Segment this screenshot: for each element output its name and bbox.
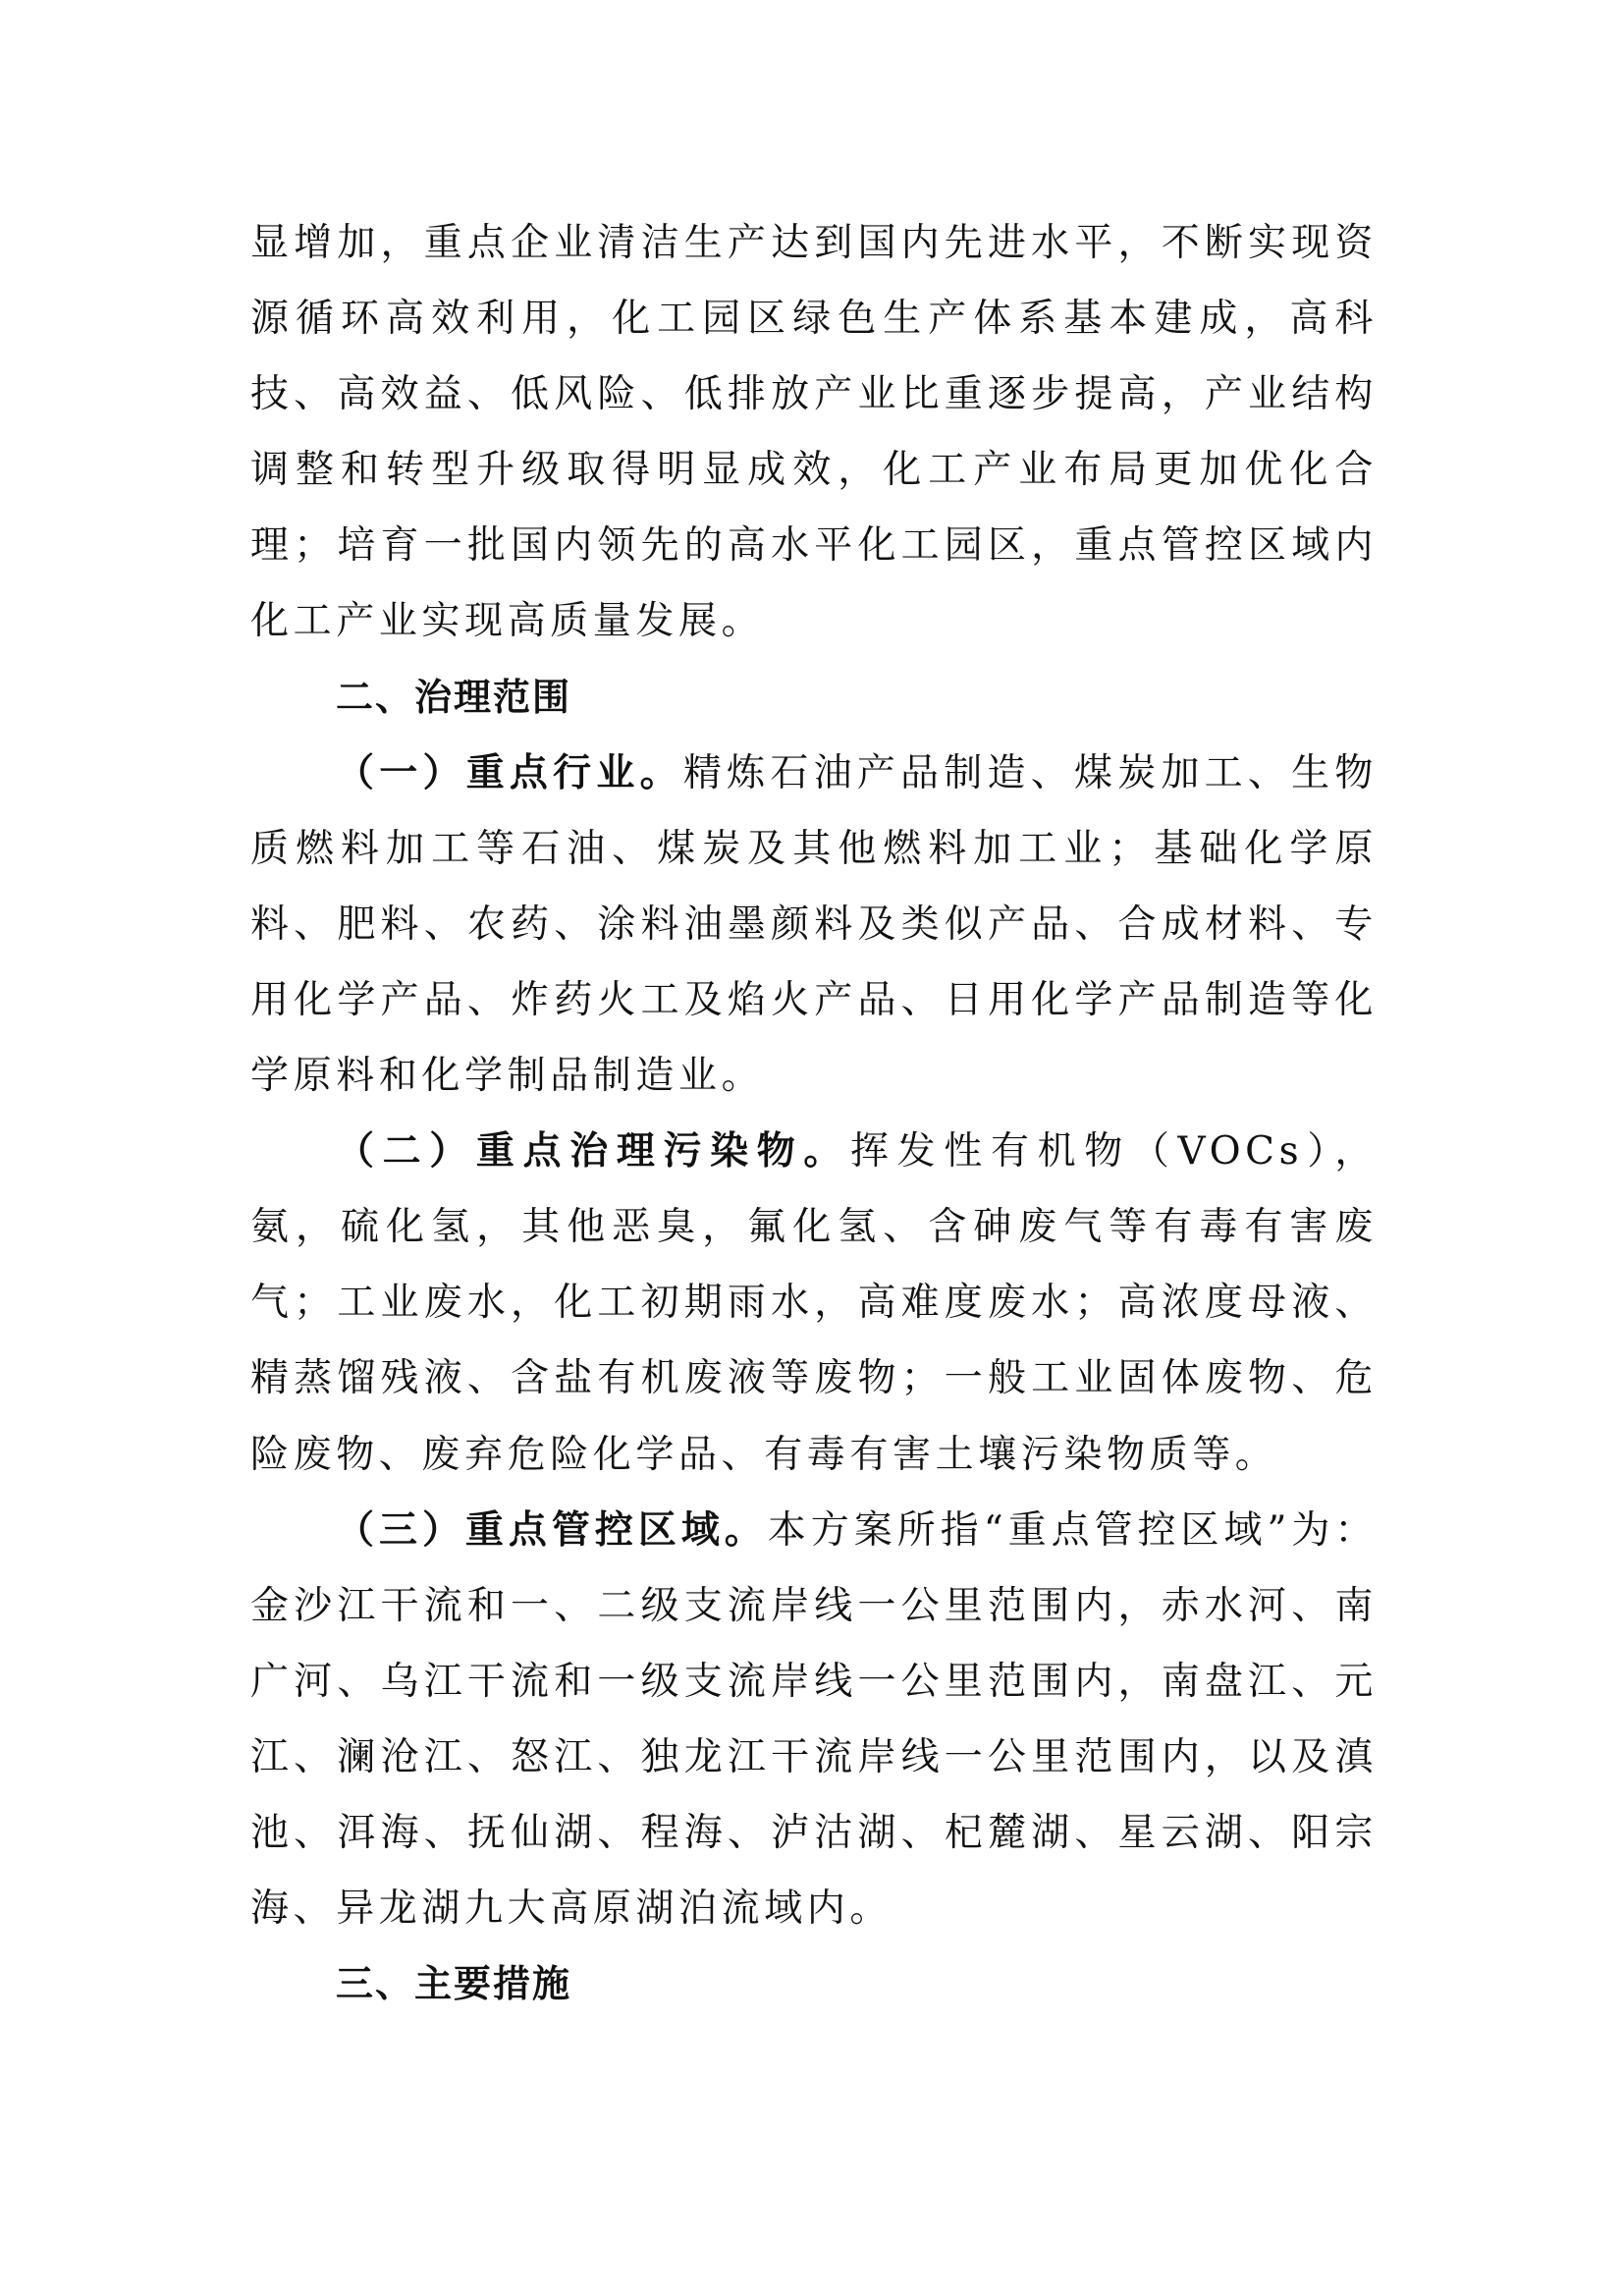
key-industries-text: 精炼石油产品制造、煤炭加工、生物质燃料加工等石油、煤炭及其他燃料加工业；基础化学原料、肥料、农药、涂料油墨颜料及类似产品、合成材料、专用化学产品、炸药火工及焰火产品、日用化学产品制造等化学原料和化学制品制造业。 (250, 750, 1378, 1099)
sub-heading-key-industries: （一）重点行业。 (336, 749, 683, 795)
paragraph-key-control-areas (250, 1493, 1378, 1947)
section-heading-main-measures: 三、主要措施 (336, 1962, 572, 2006)
sub-heading-key-pollutants: （二）重点治理污染物。 (336, 1128, 851, 1175)
paragraph-key-industries (250, 736, 1378, 1114)
key-control-areas-text: 本方案所指“重点管控区域”为：金沙江干流和一、二级支流岸线一公里范围内，赤水河、南广河、乌江干流和一级支流岸线一公里范围内，南盘江、元江、澜沧江、怒江、独龙江干流岸线一公里范围内，以及滇池、洱海、抚仙湖、程海、泸沽湖、杞麓湖、星云湖、阳宗海、异龙湖九大高原湖泊流域内。 (250, 1507, 1378, 1932)
section-heading-scope: 二、治理范围 (336, 675, 572, 719)
paragraph-goals-continued: 显增加，重点企业清洁生产达到国内先进水平，不断实现资源循环高效利用，化工园区绿色生产体系基本建成，高科技、高效益、低风险、低排放产业比重逐步提高，产业结构调整和转型升级取得明显成效，化工产业布局更加优化合理；培育一批国内领先的高水平化工园区，重点管控区域内化工产业实现高质量发展。 (250, 221, 1378, 644)
document-page (250, 205, 1378, 2022)
paragraph-key-pollutants (250, 1114, 1378, 1492)
key-pollutants-text: 挥发性有机物（VOCs），氨，硫化氢，其他恶臭，氟化氢、含砷废气等有毒有害废气；工业废水，化工初期雨水，高难度废水；高浓度母液、精蒸馏残液、含盐有机废液等废物；一般工业固体废物、危险废物、废弃危险化学品、有毒有害土壤污染物质等。 (250, 1129, 1378, 1477)
sub-heading-key-control-areas: （三）重点管控区域。 (336, 1506, 768, 1553)
